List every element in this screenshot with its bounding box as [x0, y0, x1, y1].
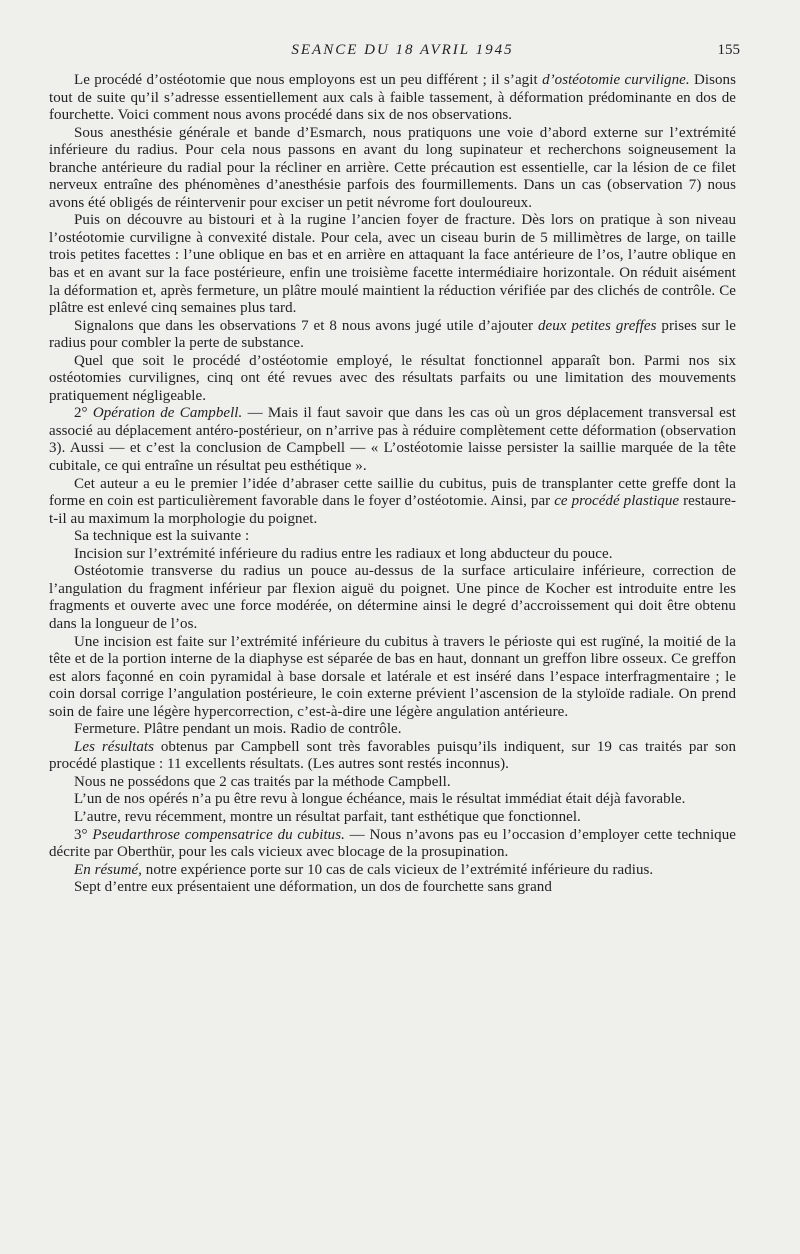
- paragraph: [49, 809, 736, 827]
- text-run: Disons tout de suite qu’il s’adresse essentiellement aux cals à faible tassement, à déformation prédominante en dos de fourchette. Voici comment nous avons procédé dans six de nos observations.: [49, 72, 736, 124]
- text-run: Nous ne possédons que 2 cas traités par la méthode Campbell.: [74, 773, 451, 790]
- italic-text: Les résultats: [74, 738, 154, 755]
- text-run: Sous anesthésie générale et bande d’Esmarch, nous pratiquons une voie d’abord externe sur l’extrémité inférieure du radius. Pour cela nous passons en avant du long supinateur et recherchons soigneusement la branche antérieure du radial pour la récliner en arrière. Cette précaution est essentielle, car la lésion de ce filet nerveux entraîne des phénomènes d’anesthésie parfois des fourmillements. Dans un cas (observation 7) nous avons été obligés de réintervenir pour exciser un petit névrome fort douloureux.: [49, 124, 736, 211]
- italic-text: En résumé,: [74, 861, 142, 878]
- text-run: 2°: [74, 405, 93, 422]
- paragraph: [49, 405, 736, 475]
- italic-text: Pseudarthrose compensatrice du cubitus.: [92, 826, 345, 843]
- italic-text: deux petites greffes: [537, 317, 657, 334]
- text-run: Sept d’entre eux présentaient une déformation, un dos de fourchette sans grand: [74, 879, 552, 896]
- text-run: prises sur le radius pour combler la perte de substance.: [49, 317, 736, 352]
- running-title: SEANCE DU 18 AVRIL 1945: [291, 42, 514, 58]
- paragraph: [49, 212, 736, 317]
- paragraph: [49, 634, 736, 722]
- paragraph: [49, 125, 736, 213]
- page-header: [49, 40, 740, 64]
- paragraph: [49, 318, 736, 353]
- text-run: Signalons que dans les observations 7 et 8 nous avons jugé utile d’ajouter: [74, 317, 538, 334]
- text-run: Une incision est faite sur l’extrémité inférieure du cubitus à travers le périoste qui est rugïné, la moitié de la tête et de la portion interne de la diaphyse est séparée de bas en haut, donnant un greffon libre osseux. Ce greffon est alors façonné en coin pyramidal à base dorsale et latérale et est inséré dans l’espace interfragmentaire ; le coin dorsal corrige l’angulation postérieure, le coin externe prévient l’ascension de la styloïde radiale. On prend soin de faire une légère hypercorrection, c’est-à-dire une légère angulation antérieure.: [49, 633, 736, 720]
- text-run: 3°: [74, 826, 93, 843]
- paragraph: [49, 791, 736, 809]
- text-run: L’un de nos opérés n’a pu être revu à longue échéance, mais le résultat immédiat était déjà favorable.: [74, 791, 686, 808]
- text-run: Sa technique est la suivante :: [74, 528, 250, 545]
- text-run: Puis on découvre au bistouri et à la rugine l’ancien foyer de fracture. Dès lors on pratique à son niveau l’ostéotomie curviligne à convexité distale. Pour cela, avec un ciseau burin de 5 millimètres de large, on taille trois petites facettes : l’une oblique en bas et en arrière en attaquant la face antérieure de l’os, l’autre oblique en bas et en avant sur la face postérieure, enfin une troisième facette intermédiaire horizontale. On réduit aisément la déformation et, après fermeture, un plâtre moulé maintient la réduction vérifiée par des clichés de contrôle. Ce plâtre est enlevé cinq semaines plus tard.: [49, 212, 736, 317]
- text-run: — Mais il faut savoir que dans les cas où un gros déplacement transversal est associé au déplacement antéro-postérieur, on n’arrive pas à réduire complètement cette déformation (observation 3). Aussi — et c’est la conclusion de Campbell — « L’ostéotomie laisse persister la saillie marquée de la tête cubitale, ce qui entraîne un résultat peu esthétique ».: [49, 405, 736, 475]
- text-run: Cet auteur a eu le premier l’idée d’abraser cette saillie du cubitus, puis de transplanter cette greffe dont la forme en coin est particulièrement favorable dans le foyer d’ostéotomie. Ainsi, par: [49, 475, 736, 510]
- text-run: Ostéotomie transverse du radius un pouce au-dessus de la surface articulaire inférieure, correction de l’angulation du fragment inférieur par flexion aiguë du poignet. Une pince de Kocher est introduite entre les fragments et ouverte avec une force modérée, on détermine ainsi le degré d’accroissement qui doit être obtenu dans la longueur de l’os.: [49, 563, 736, 632]
- paragraph: [49, 546, 736, 564]
- text-run: Fermeture. Plâtre pendant un mois. Radio de contrôle.: [74, 721, 402, 738]
- text-run: Quel que soit le procédé d’ostéotomie employé, le résultat fonctionnel apparaît bon. Parmi nos six ostéotomies curvilignes, cinq ont été revues avec des résultats parfaits ou une limitation des mouvements pratiquement négligeable.: [49, 352, 736, 404]
- paragraph: [49, 739, 736, 774]
- italic-text: d’ostéotomie curviligne.: [542, 72, 690, 88]
- body-text: [49, 72, 736, 897]
- italic-text: Opération de Campbell.: [92, 405, 243, 422]
- paragraph: [49, 721, 736, 739]
- text-run: notre expérience porte sur 10 cas de cals vicieux de l’extrémité inférieure du radius.: [142, 861, 654, 878]
- paragraph: [49, 528, 736, 546]
- paragraph: [49, 774, 736, 792]
- text-run: Le procédé d’ostéotomie que nous employons est un peu différent ; il s’agit: [74, 72, 543, 88]
- text-run: L’autre, revu récemment, montre un résultat parfait, tant esthétique que fonctionnel.: [74, 808, 581, 825]
- paragraph: [49, 72, 736, 125]
- paragraph: [49, 563, 736, 633]
- paragraph: [49, 353, 736, 406]
- text-run: obtenus par Campbell sont très favorables puisqu’ils indiquent, sur 19 cas traités par son procédé plastique : 11 excellents résultats. (Les autres sont restés inconnus).: [49, 738, 736, 773]
- text-run: restaure-t-il au maximum la morphologie du poignet.: [49, 493, 736, 527]
- italic-text: ce procédé plastique: [554, 493, 680, 510]
- page-number: 155: [717, 42, 740, 58]
- paragraph: [49, 879, 736, 897]
- paragraph: [49, 827, 736, 862]
- text-run: Incision sur l’extrémité inférieure du radius entre les radiaux et long abducteur du pouce.: [74, 545, 613, 562]
- text-run: — Nous n’avons pas eu l’occasion d’employer cette technique décrite par Oberthür, pour les cals vicieux avec blocage de la prosupination.: [49, 826, 736, 861]
- paragraph: [49, 862, 736, 880]
- paragraph: [49, 476, 736, 529]
